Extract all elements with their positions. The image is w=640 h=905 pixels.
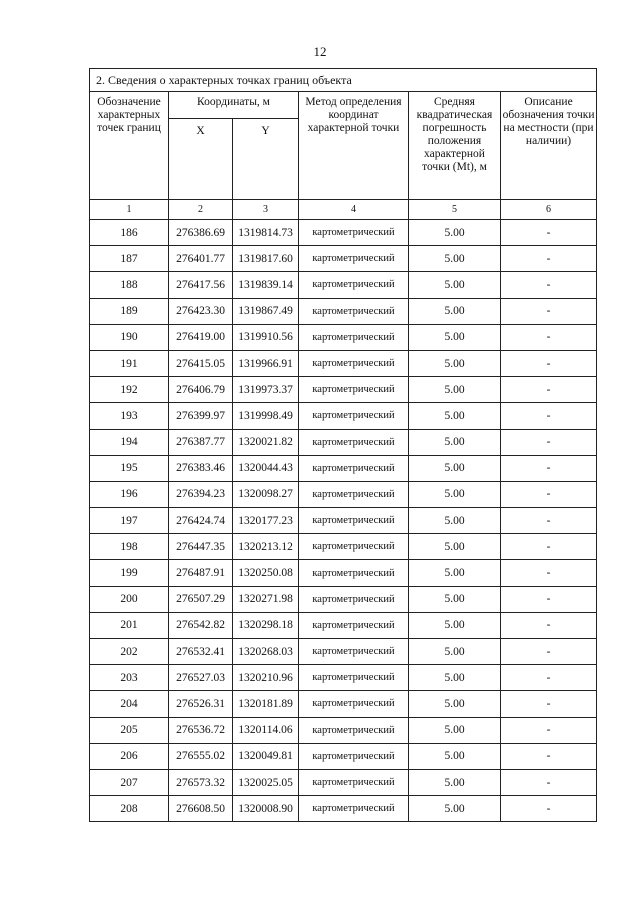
y-coordinate-cell: 1320213.12 [233,534,299,560]
x-coordinate-cell: 276542.82 [169,612,233,638]
description-cell: - [501,481,597,507]
x-coordinate-cell: 276555.02 [169,743,233,769]
table-row [90,455,597,481]
method-cell: картометрический [299,377,409,403]
table-row [90,246,597,272]
table-row [90,481,597,507]
y-coordinate-cell: 1320177.23 [233,508,299,534]
section-title-row [90,69,597,92]
point-id-cell: 200 [90,586,169,612]
point-id-cell: 193 [90,403,169,429]
error-cell: 5.00 [409,298,501,324]
section-title: 2. Сведения о характерных точках границ объекта [90,69,597,92]
error-cell: 5.00 [409,455,501,481]
method-cell: картометрический [299,481,409,507]
description-cell: - [501,324,597,350]
description-cell: - [501,560,597,586]
point-id-cell: 190 [90,324,169,350]
page-number: 12 [313,44,327,59]
table-body [90,220,597,822]
error-cell: 5.00 [409,691,501,717]
x-coordinate-cell: 276424.74 [169,508,233,534]
table-row [90,665,597,691]
error-cell: 5.00 [409,377,501,403]
y-coordinate-cell: 1319973.37 [233,377,299,403]
description-cell: - [501,769,597,795]
description-cell: - [501,403,597,429]
header-point-id: Обозначение характерных точек границ [90,92,169,200]
error-cell: 5.00 [409,481,501,507]
column-number: 6 [501,200,597,220]
method-cell: картометрический [299,665,409,691]
y-coordinate-cell: 1320114.06 [233,717,299,743]
point-id-cell: 186 [90,220,169,246]
table-row [90,298,597,324]
table-row [90,717,597,743]
header-x: X [169,119,233,200]
point-id-cell: 199 [90,560,169,586]
method-cell: картометрический [299,586,409,612]
table-row [90,743,597,769]
column-number: 5 [409,200,501,220]
header-y: Y [233,119,299,200]
point-id-cell: 189 [90,298,169,324]
x-coordinate-cell: 276532.41 [169,639,233,665]
y-coordinate-cell: 1319910.56 [233,324,299,350]
method-cell: картометрический [299,220,409,246]
table-row [90,403,597,429]
error-cell: 5.00 [409,717,501,743]
x-coordinate-cell: 276406.79 [169,377,233,403]
description-cell: - [501,717,597,743]
method-cell: картометрический [299,455,409,481]
x-coordinate-cell: 276394.23 [169,481,233,507]
description-cell: - [501,455,597,481]
table-row [90,560,597,586]
x-coordinate-cell: 276415.05 [169,350,233,376]
point-id-cell: 207 [90,769,169,795]
description-cell: - [501,796,597,822]
description-cell: - [501,429,597,455]
method-cell: картометрический [299,560,409,586]
y-coordinate-cell: 1320021.82 [233,429,299,455]
error-cell: 5.00 [409,612,501,638]
y-coordinate-cell: 1319814.73 [233,220,299,246]
description-cell: - [501,508,597,534]
error-cell: 5.00 [409,534,501,560]
point-id-cell: 197 [90,508,169,534]
description-cell: - [501,691,597,717]
y-coordinate-cell: 1320298.18 [233,612,299,638]
y-coordinate-cell: 1320271.98 [233,586,299,612]
error-cell: 5.00 [409,743,501,769]
x-coordinate-cell: 276573.32 [169,769,233,795]
description-cell: - [501,350,597,376]
method-cell: картометрический [299,403,409,429]
error-cell: 5.00 [409,324,501,350]
x-coordinate-cell: 276536.72 [169,717,233,743]
point-id-cell: 196 [90,481,169,507]
x-coordinate-cell: 276387.77 [169,429,233,455]
header-coordinates: Координаты, м [169,92,299,119]
description-cell: - [501,534,597,560]
point-id-cell: 205 [90,717,169,743]
point-id-cell: 198 [90,534,169,560]
boundary-points-table [89,68,597,822]
y-coordinate-cell: 1319839.14 [233,272,299,298]
column-number: 2 [169,200,233,220]
error-cell: 5.00 [409,665,501,691]
description-cell: - [501,586,597,612]
method-cell: картометрический [299,272,409,298]
x-coordinate-cell: 276447.35 [169,534,233,560]
error-cell: 5.00 [409,639,501,665]
description-cell: - [501,612,597,638]
method-cell: картометрический [299,691,409,717]
point-id-cell: 194 [90,429,169,455]
x-coordinate-cell: 276383.46 [169,455,233,481]
x-coordinate-cell: 276487.91 [169,560,233,586]
point-id-cell: 195 [90,455,169,481]
method-cell: картометрический [299,743,409,769]
description-cell: - [501,298,597,324]
error-cell: 5.00 [409,508,501,534]
description-cell: - [501,246,597,272]
column-number: 1 [90,200,169,220]
table-row [90,691,597,717]
y-coordinate-cell: 1319817.60 [233,246,299,272]
y-coordinate-cell: 1319998.49 [233,403,299,429]
header-method: Метод определения координат характерной точки [299,92,409,200]
point-id-cell: 202 [90,639,169,665]
method-cell: картометрический [299,508,409,534]
error-cell: 5.00 [409,560,501,586]
method-cell: картометрический [299,612,409,638]
point-id-cell: 208 [90,796,169,822]
header-error: Средняя квадратическая погрешность положения характерной точки (Mt), м [409,92,501,200]
y-coordinate-cell: 1320181.89 [233,691,299,717]
table-row [90,324,597,350]
table-row [90,272,597,298]
method-cell: картометрический [299,429,409,455]
y-coordinate-cell: 1320025.05 [233,769,299,795]
table-row [90,534,597,560]
point-id-cell: 206 [90,743,169,769]
error-cell: 5.00 [409,769,501,795]
method-cell: картометрический [299,717,409,743]
column-number: 4 [299,200,409,220]
error-cell: 5.00 [409,796,501,822]
description-cell: - [501,220,597,246]
table-row [90,429,597,455]
description-cell: - [501,272,597,298]
error-cell: 5.00 [409,246,501,272]
description-cell: - [501,639,597,665]
table-row [90,377,597,403]
table-row [90,769,597,795]
x-coordinate-cell: 276527.03 [169,665,233,691]
table-row [90,639,597,665]
column-number: 3 [233,200,299,220]
column-numbers-row [90,200,597,220]
x-coordinate-cell: 276526.31 [169,691,233,717]
error-cell: 5.00 [409,586,501,612]
point-id-cell: 191 [90,350,169,376]
method-cell: картометрический [299,796,409,822]
y-coordinate-cell: 1320250.08 [233,560,299,586]
method-cell: картометрический [299,534,409,560]
description-cell: - [501,743,597,769]
error-cell: 5.00 [409,272,501,298]
error-cell: 5.00 [409,429,501,455]
point-id-cell: 192 [90,377,169,403]
y-coordinate-cell: 1320210.96 [233,665,299,691]
method-cell: картометрический [299,298,409,324]
error-cell: 5.00 [409,220,501,246]
point-id-cell: 187 [90,246,169,272]
point-id-cell: 203 [90,665,169,691]
x-coordinate-cell: 276417.56 [169,272,233,298]
x-coordinate-cell: 276423.30 [169,298,233,324]
table-row [90,350,597,376]
table-row [90,508,597,534]
point-id-cell: 188 [90,272,169,298]
method-cell: картометрический [299,639,409,665]
method-cell: картометрический [299,769,409,795]
description-cell: - [501,377,597,403]
x-coordinate-cell: 276608.50 [169,796,233,822]
point-id-cell: 201 [90,612,169,638]
y-coordinate-cell: 1320049.81 [233,743,299,769]
y-coordinate-cell: 1319966.91 [233,350,299,376]
point-id-cell: 204 [90,691,169,717]
x-coordinate-cell: 276399.97 [169,403,233,429]
table-row [90,612,597,638]
table-row [90,796,597,822]
y-coordinate-cell: 1320008.90 [233,796,299,822]
x-coordinate-cell: 276507.29 [169,586,233,612]
table-row [90,586,597,612]
method-cell: картометрический [299,246,409,272]
x-coordinate-cell: 276386.69 [169,220,233,246]
method-cell: картометрический [299,350,409,376]
error-cell: 5.00 [409,403,501,429]
y-coordinate-cell: 1320098.27 [233,481,299,507]
y-coordinate-cell: 1320268.03 [233,639,299,665]
header-description: Описание обозначения точки на местности (при наличии) [501,92,597,200]
y-coordinate-cell: 1320044.43 [233,455,299,481]
x-coordinate-cell: 276401.77 [169,246,233,272]
y-coordinate-cell: 1319867.49 [233,298,299,324]
description-cell: - [501,665,597,691]
method-cell: картометрический [299,324,409,350]
table-row [90,220,597,246]
header-row [90,92,597,119]
error-cell: 5.00 [409,350,501,376]
x-coordinate-cell: 276419.00 [169,324,233,350]
